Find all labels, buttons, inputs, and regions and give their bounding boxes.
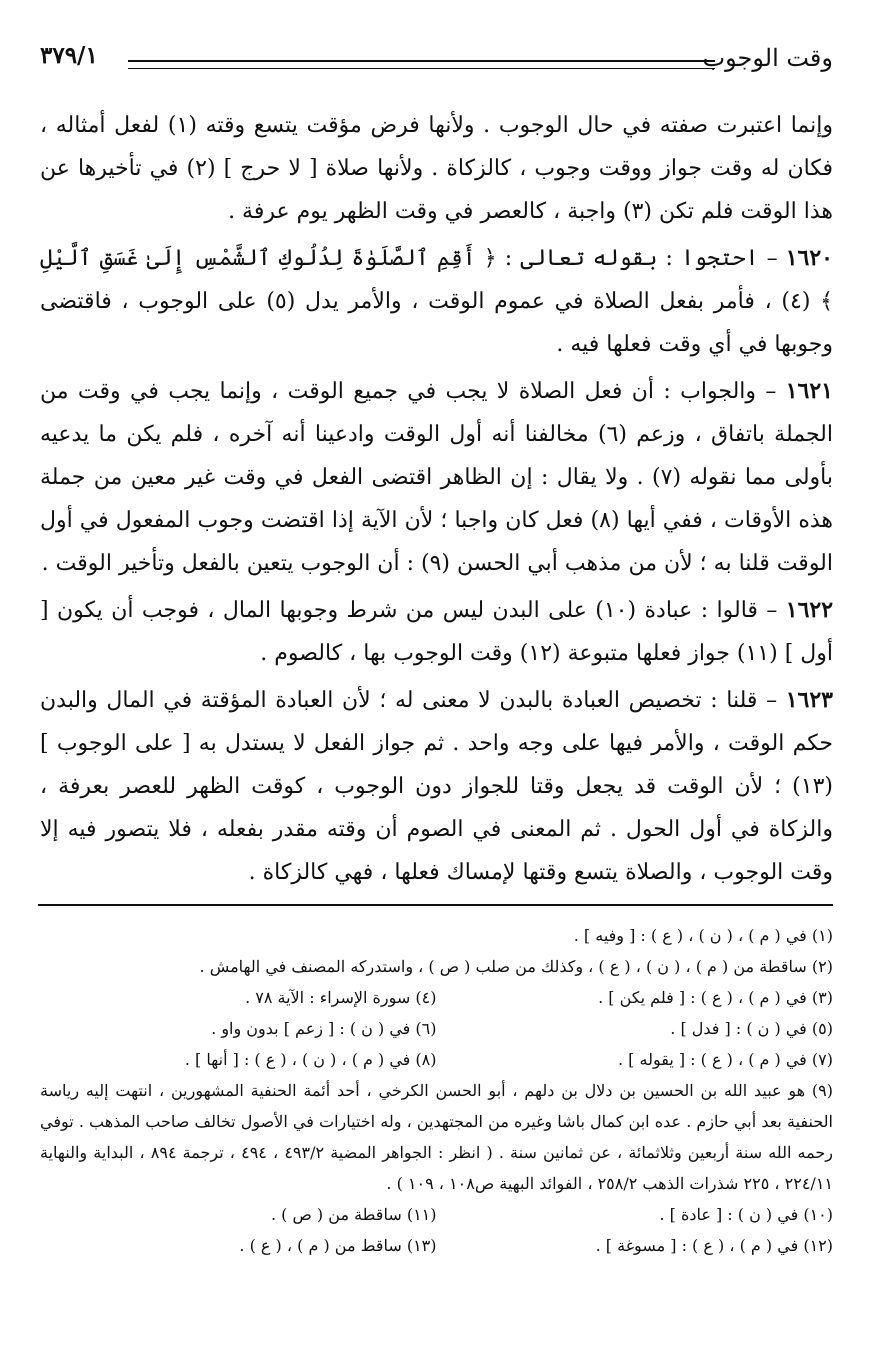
paragraph [40, 679, 833, 894]
footnote: (١١) ساقطة من ( ص ) . [271, 1205, 437, 1224]
paragraph-text: – قلنا : تخصيص العبادة بالبدن لا معنى له ؛ لأن العبادة المؤقتة في المال والبدن حكم الوقت ، والأمر فيها على وجه واحد . ثم جواز الفعل لا يستدل به [ على الوجوب ] (١٣) ؛ لأن الوقت قد يجعل وقتا للجواز دون الوجوب ، كوقت الظهر للعصر بعرفة ، والزكاة في أول الحول . ثم المعنى في الصوم أن وقته مقدر بفعله ، فلا يتصور فيه إلا وقت الوجوب ، والصلاة يتسع وقتها لإمساك فعلها ، فهي كالزكاة . [40, 688, 833, 885]
footnote: (٣) في ( م ) ، ( ع ) : [ فلم يكن ] . [598, 988, 833, 1007]
page-number: ٣٧٩/١ [40, 42, 98, 69]
header-rule [128, 60, 715, 69]
footnote: (١٣) ساقط من ( م ) ، ( ع ) . [239, 1236, 437, 1255]
paragraph [40, 104, 833, 233]
paragraph-number: ١٦٢٠ [785, 245, 833, 271]
footnotes [40, 920, 833, 1261]
paragraph [40, 589, 833, 675]
paragraph [40, 237, 833, 366]
footnote: (٧) في ( م ) ، ( ع ) : [ يقوله ] . [618, 1050, 833, 1069]
paragraph-number: ١٦٢١ [785, 378, 833, 404]
footnote: (١٠) في ( ن ) : [ عادة ] . [659, 1205, 833, 1224]
paragraph-text: – احتجوا : بقوله تعالى : ﴿ أَقِمِ ٱلصَّلَوٰةَ لِدُلُوكِ ٱلشَّمْسِ إِلَىٰ غَسَقِ ٱلَّيْلِ ﴾ (٤) ، فأمر بفعل الصلاة في عموم الوقت ، والأمر يدل (٥) على الوجوب ، فاقتضى وجوبها في أي وقت فعلها فيه . [40, 246, 833, 357]
footnote: (٦) في ( ن ) : [ زعم ] بدون واو . [211, 1019, 437, 1038]
page-header [40, 40, 833, 80]
footnote: (٤) سورة الإسراء : الآية ٧٨ . [245, 988, 437, 1007]
footnote: (١٢) في ( م ) ، ( ع ) : [ مسوغة ] . [595, 1236, 833, 1255]
paragraph-text: – والجواب : أن فعل الصلاة لا يجب في جميع الوقت ، وإنما يجب في وقت من الجملة باتفاق ، وزعم (٦) مخالفنا أنه أول الوقت وادعينا أنه آخره ، فلم يكن ما يدعيه بأولى مما نقوله (٧) . ولا يقال : إن الظاهر اقتضى الفعل في وقت غير معين من جملة هذه الأوقات ، ففي أيها (٨) فعل كان واجبا ؛ لأن الآية إذا اقتضت وجوب المفعول في أول الوقت قلنا به ؛ لأن من مذهب أبي الحسن (٩) : أن الوجوب يتعين بالفعل وتأخير الوقت . [40, 379, 833, 576]
footnote-separator [38, 904, 833, 906]
footnote: (٩) هو عبيد الله بن الحسين بن دلال بن دلهم ، أبو الحسن الكرخي ، أحد أئمة الحنفية المشهورين ، انتهت إليه رياسة الحنفية بعد أبي حازم . عده ابن كمال باشا وغيره من المجتهدين ، وله اختيارات في الأصول تخالف صاحب المذهب . توفي رحمه الله سنة أربعين وثلاثمائة ، عن ثمانين سنة . ( انظر : الجواهر المضية ٤٩٣/٢ ، ٤٩٤ ، ترجمة ٨٩٤ ، البداية والنهاية ٢٢٤/١١ ، ٢٢٥ شذرات الذهب ٢٥٨/٢ ، الفوائد البهية ص١٠٨ ، ١٠٩ ) . [40, 1081, 833, 1193]
footnote: (٥) في ( ن ) : [ فدل ] . [670, 1019, 833, 1038]
footnote: (٢) ساقطة من ( م ) ، ( ن ) ، ( ع ) ، وكذلك من صلب ( ص ) ، واستدركه المصنف في الهامش . [199, 957, 833, 976]
running-title: وقت الوجوب [702, 44, 833, 72]
footnote: (١) في ( م ) ، ( ن ) ، ( ع ) : [ وفيه ] . [573, 926, 833, 945]
footnote: (٨) في ( م ) ، ( ن ) ، ( ع ) : [ أنها ] . [184, 1050, 437, 1069]
paragraph-number: ١٦٢٣ [785, 687, 833, 713]
paragraph [40, 370, 833, 585]
paragraph-text: وإنما اعتبرت صفته في حال الوجوب . ولأنها فرض مؤقت يتسع وقته (١) لفعل أمثاله ، فكان له وقت جواز ووقت وجوب ، كالزكاة . ولأنها صلاة [ لا حرج ] (٢) في تأخيرها عن هذا الوقت فلم تكن (٣) واجبة ، كالعصر في وقت الظهر يوم عرفة . [40, 113, 833, 224]
main-text [40, 104, 833, 894]
book-page [40, 40, 833, 1310]
paragraph-text: – قالوا : عبادة (١٠) على البدن ليس من شرط وجوبها المال ، فوجب أن يكون [ أول ] (١١) جواز فعلها متبوعة (١٢) وقت الوجوب بها ، كالصوم . [40, 598, 833, 666]
paragraph-number: ١٦٢٢ [785, 597, 834, 623]
